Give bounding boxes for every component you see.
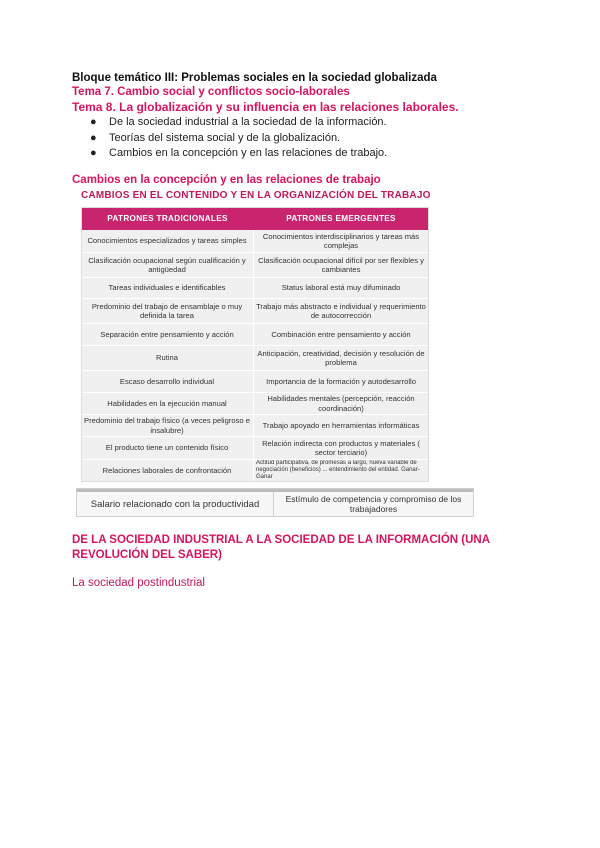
table-cell-traditional: Habilidades en la ejecución manual <box>107 398 227 408</box>
postindustrial-subheading: La sociedad postindustrial <box>72 577 205 589</box>
table-cell-emerging: Habilidades mentales (percepción, reacción coordinación) <box>267 394 415 413</box>
topic-8-title: Tema 8. La globalización y su influencia en las relaciones laborales. <box>72 100 459 114</box>
table-cell-traditional: Escaso desarrollo individual <box>119 376 215 386</box>
table-cell-emerging: Combinación entre pensamiento y acción <box>271 329 411 339</box>
table-caption: CAMBIOS EN EL CONTENIDO Y EN LA ORGANIZACIÓN DEL TRABAJO <box>81 190 431 201</box>
column-header-emerging: PATRONES EMERGENTES <box>286 214 396 223</box>
block-title: Bloque temático III: Problemas sociales en la sociedad globalizada <box>72 72 437 84</box>
table-cell-traditional: Predominio del trabajo físico (a veces peligroso e insalubre) <box>84 416 250 435</box>
revolution-heading: DE LA SOCIEDAD INDUSTRIAL A LA SOCIEDAD DE LA INFORMACIÓN (UNA REVOLUCIÓN DEL SABER) <box>72 534 490 561</box>
topic-7-title: Tema 7. Cambio social y conflictos socio-laborales <box>72 86 350 98</box>
table-cell-traditional: El producto tiene un contenido físico <box>105 443 229 453</box>
salary-row <box>76 488 474 517</box>
table-cell-emerging: Relación indirecta con productos y materiales ( sector terciario) <box>262 438 420 457</box>
column-divider <box>253 230 254 481</box>
salary-cell-emerging: Estímulo de competencia y compromiso de los trabajadores <box>285 494 462 514</box>
list-item: ● Teorías del sistema social y de la globalización. <box>88 131 387 147</box>
bullet-icon: ● <box>90 147 97 159</box>
salary-cell-traditional: Salario relacionado con la productividad <box>90 498 260 510</box>
table-cell-emerging: Conocimientos interdisciplinarios y tareas más complejas <box>262 231 420 250</box>
table-cell-traditional: Separación entre pensamiento y acción <box>100 329 234 339</box>
column-header-traditional: PATRONES TRADICIONALES <box>107 214 228 223</box>
table-cell-traditional: Predominio del trabajo de ensamblaje o muy definida la tarea <box>91 301 243 320</box>
table-cell-traditional: Tareas individuales e identificables <box>108 283 226 293</box>
table-cell-emerging: Importancia de la formación y autodesarrollo <box>266 376 416 386</box>
bullet-icon: ● <box>90 131 97 144</box>
list-item: ● Cambios en la concepción y en las relaciones de trabajo. <box>88 146 387 162</box>
table-cell-traditional: Conocimientos especializados y tareas simples <box>87 236 247 246</box>
table-cell-traditional: Relaciones laborales de confrontación <box>102 465 232 475</box>
section-title: Cambios en la concepción y en las relaciones de trabajo <box>72 174 381 186</box>
list-item: ● De la sociedad industrial a la sociedad de la información. <box>88 115 387 131</box>
table-cell-emerging: Trabajo apoyado en herramientas informáticas <box>262 420 420 430</box>
table-cell-emerging: Anticipación, creatividad, decisión y resolución de problema <box>257 348 425 367</box>
table-header <box>82 208 428 230</box>
table-cell-traditional: Rutina <box>156 353 178 363</box>
table-cell-traditional: Clasificación ocupacional según cualificación y antigüedad <box>88 255 246 274</box>
table-cell-emerging: Status laboral está muy difuminado <box>281 283 401 293</box>
table-cell-emerging: Actitud participativa, de promesas a largo, nueva variable de negociación (beneficios) ... entendimiento del entidad. Ganar-Ganar <box>256 460 420 480</box>
topic-bullet-list <box>88 115 387 162</box>
bullet-icon: ● <box>90 116 97 128</box>
table-cell-emerging: Trabajo más abstracto e individual y requerimiento de autocorrección <box>256 301 426 320</box>
work-patterns-table <box>81 207 429 482</box>
table-cell-emerging: Clasificación ocupacional difícil por ser flexibles y cambiantes <box>258 255 424 274</box>
